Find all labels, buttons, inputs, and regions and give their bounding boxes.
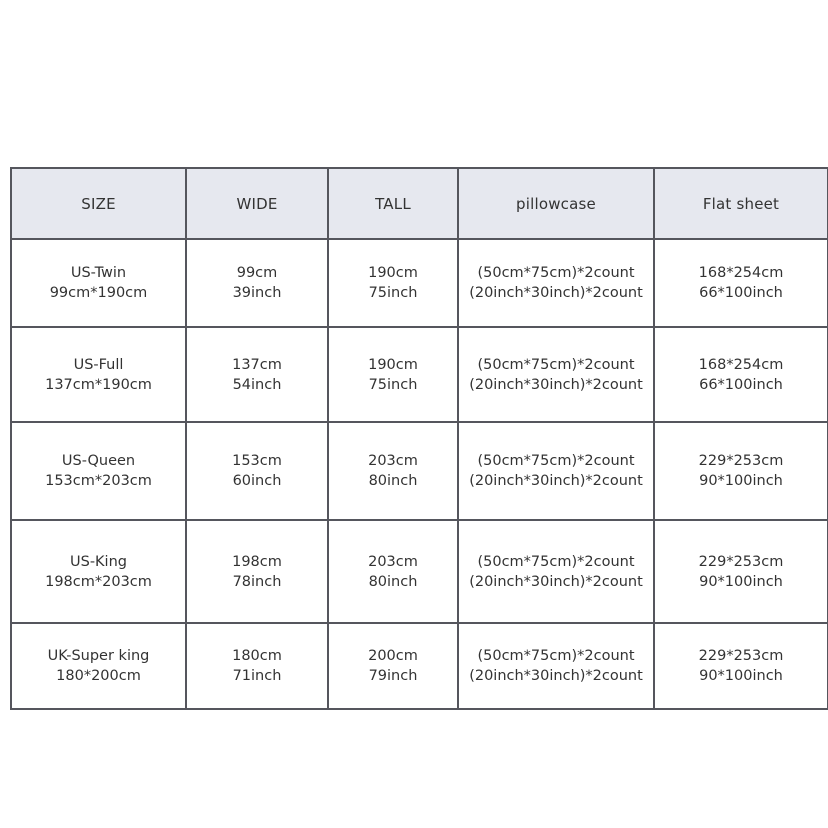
tall-cm: 203cm bbox=[368, 453, 418, 469]
pillowcase-inch: (20inch*30inch)*2count bbox=[469, 285, 643, 301]
pillowcase-cm: (50cm*75cm)*2count bbox=[477, 453, 635, 469]
wide-cell bbox=[186, 422, 328, 520]
table-row bbox=[11, 623, 828, 709]
wide-cm: 99cm bbox=[236, 265, 278, 281]
pillowcase-cell bbox=[458, 422, 654, 520]
table-row bbox=[11, 327, 828, 422]
flat-sheet-cm: 229*253cm bbox=[698, 553, 784, 570]
wide-cm: 153cm bbox=[232, 453, 282, 469]
header-pillowcase: pillowcase bbox=[458, 168, 654, 239]
flat-sheet-cell bbox=[654, 623, 828, 709]
wide-cell bbox=[186, 623, 328, 709]
wide-cell bbox=[186, 520, 328, 623]
table-row bbox=[11, 422, 828, 520]
pillowcase-cell bbox=[458, 520, 654, 623]
flat-sheet-inch: 90*100inch bbox=[699, 473, 783, 489]
header-wide: WIDE bbox=[186, 168, 328, 239]
tall-inch: 79inch bbox=[368, 668, 418, 684]
tall-cm: 190cm bbox=[368, 356, 418, 373]
size-name: UK-Super king bbox=[47, 648, 150, 664]
header-tall: TALL bbox=[328, 168, 458, 239]
pillowcase-inch: (20inch*30inch)*2count bbox=[469, 376, 643, 393]
wide-inch: 78inch bbox=[232, 573, 282, 590]
size-dimensions: 198cm*203cm bbox=[45, 573, 152, 590]
pillowcase-inch: (20inch*30inch)*2count bbox=[469, 668, 643, 684]
tall-cm: 190cm bbox=[368, 265, 418, 281]
size-dimensions: 180*200cm bbox=[56, 668, 141, 684]
tall-inch: 75inch bbox=[368, 376, 418, 393]
tall-cell bbox=[328, 327, 458, 422]
pillowcase-inch: (20inch*30inch)*2count bbox=[469, 573, 643, 590]
flat-sheet-cell bbox=[654, 239, 828, 327]
pillowcase-cm: (50cm*75cm)*2count bbox=[477, 356, 635, 373]
size-cell bbox=[11, 422, 186, 520]
pillowcase-cm: (50cm*75cm)*2count bbox=[477, 553, 635, 570]
tall-cm: 200cm bbox=[368, 648, 418, 664]
tall-cell bbox=[328, 520, 458, 623]
size-name: US-King bbox=[70, 553, 127, 570]
wide-cell bbox=[186, 327, 328, 422]
wide-inch: 39inch bbox=[232, 285, 282, 301]
header-row bbox=[11, 168, 828, 239]
size-cell bbox=[11, 239, 186, 327]
flat-sheet-cm: 168*254cm bbox=[698, 356, 784, 373]
wide-inch: 60inch bbox=[232, 473, 282, 489]
header-size: SIZE bbox=[11, 168, 186, 239]
tall-cell bbox=[328, 239, 458, 327]
size-cell bbox=[11, 520, 186, 623]
size-chart-table bbox=[10, 167, 828, 710]
wide-cm: 137cm bbox=[232, 356, 282, 373]
size-name: US-Full bbox=[73, 356, 124, 373]
size-dimensions: 99cm*190cm bbox=[49, 285, 148, 301]
table-row bbox=[11, 520, 828, 623]
flat-sheet-cm: 168*254cm bbox=[698, 265, 784, 281]
tall-cell bbox=[328, 422, 458, 520]
wide-inch: 54inch bbox=[232, 376, 282, 393]
tall-inch: 80inch bbox=[368, 573, 418, 590]
size-dimensions: 137cm*190cm bbox=[45, 376, 152, 393]
flat-sheet-cell bbox=[654, 520, 828, 623]
flat-sheet-cm: 229*253cm bbox=[698, 453, 784, 469]
flat-sheet-cm: 229*253cm bbox=[698, 648, 784, 664]
size-dimensions: 153cm*203cm bbox=[45, 473, 152, 489]
pillowcase-cell bbox=[458, 623, 654, 709]
pillowcase-cm: (50cm*75cm)*2count bbox=[477, 265, 635, 281]
flat-sheet-inch: 66*100inch bbox=[699, 376, 783, 393]
flat-sheet-inch: 66*100inch bbox=[699, 285, 783, 301]
size-name: US-Twin bbox=[70, 265, 127, 281]
pillowcase-cell bbox=[458, 327, 654, 422]
table-row bbox=[11, 239, 828, 327]
tall-cm: 203cm bbox=[368, 553, 418, 570]
flat-sheet-cell bbox=[654, 327, 828, 422]
header-flat-sheet: Flat sheet bbox=[654, 168, 828, 239]
wide-cell bbox=[186, 239, 328, 327]
wide-inch: 71inch bbox=[232, 668, 282, 684]
size-cell bbox=[11, 623, 186, 709]
tall-inch: 75inch bbox=[368, 285, 418, 301]
pillowcase-cm: (50cm*75cm)*2count bbox=[477, 648, 635, 664]
wide-cm: 180cm bbox=[232, 648, 282, 664]
pillowcase-inch: (20inch*30inch)*2count bbox=[469, 473, 643, 489]
size-cell bbox=[11, 327, 186, 422]
flat-sheet-inch: 90*100inch bbox=[699, 668, 783, 684]
flat-sheet-cell bbox=[654, 422, 828, 520]
flat-sheet-inch: 90*100inch bbox=[699, 573, 783, 590]
size-name: US-Queen bbox=[61, 453, 136, 469]
wide-cm: 198cm bbox=[232, 553, 282, 570]
tall-cell bbox=[328, 623, 458, 709]
tall-inch: 80inch bbox=[368, 473, 418, 489]
pillowcase-cell bbox=[458, 239, 654, 327]
